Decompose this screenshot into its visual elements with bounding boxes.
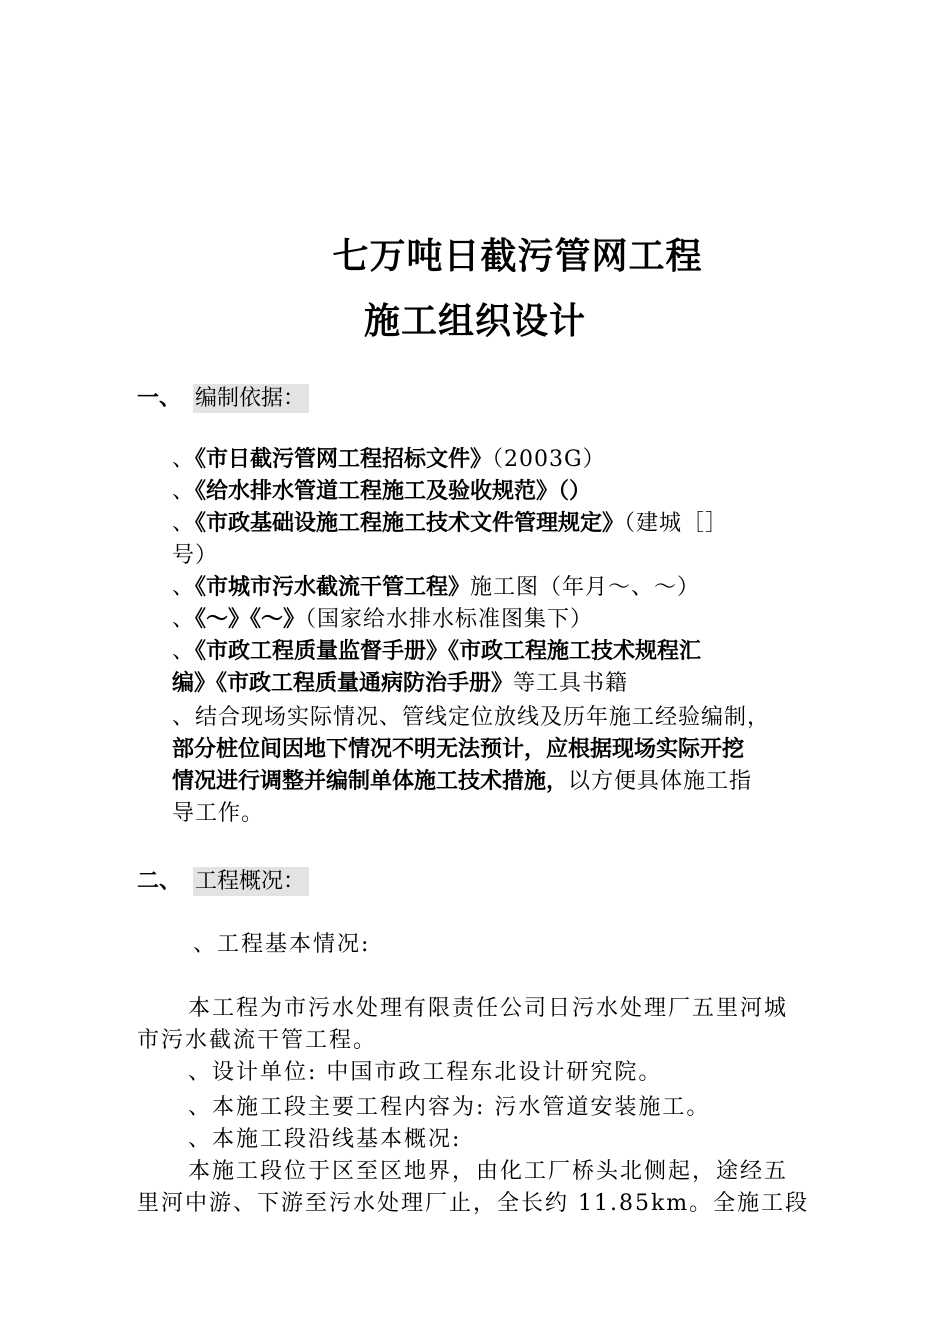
basis-item-4: 、《市城市污水截流干管工程》施工图（年月～、～） (172, 575, 701, 600)
section-label: 编制依据： (193, 384, 309, 413)
document-title: 七万吨日截污管网工程 (332, 236, 703, 277)
overview-paragraph-1-cont: 市污水截流干管工程。 (137, 1028, 378, 1053)
section-label: 工程概况： (193, 867, 309, 896)
overview-paragraph-1: 本工程为市污水处理有限责任公司日污水处理厂五里河城 (188, 996, 789, 1021)
overview-route-paragraph: 本施工段位于区至区地界，由化工厂桥头北侧起，途经五 (188, 1159, 789, 1184)
section-heading-basis (137, 381, 309, 412)
section-heading-overview (137, 864, 309, 895)
basis-item-7-bold-2: 情况进行调整并编制单体施工技术措施，以方便具体施工指 (172, 769, 753, 794)
section-number: 一、 (137, 386, 182, 411)
overview-design-unit: 、设计单位: 中国市政工程东北设计研究院。 (188, 1060, 663, 1085)
basis-item-5: 、《～》《～》（国家给水排水标准图集下） (172, 607, 594, 632)
overview-main-content: 、本施工段主要工程内容为: 污水管道安装施工。 (188, 1095, 711, 1120)
overview-subheading: 、工程基本情况: (193, 932, 371, 957)
overview-route-heading: 、本施工段沿线基本概况: (188, 1127, 462, 1152)
basis-item-6-cont: 编》《市政工程质量通病防治手册》等工具书籍 (172, 671, 629, 696)
basis-item-1: 、《市日截污管网工程招标文件》（2003G） (172, 447, 606, 472)
basis-item-6: 、《市政工程质量监督手册》《市政工程施工技术规程汇 (172, 639, 702, 664)
basis-item-3: 、《市政基础设施工程施工技术文件管理规定》（建城［］ (172, 511, 729, 536)
basis-item-3-cont: 号） (172, 543, 219, 568)
basis-item-7: 、结合现场实际情况、管线定位放线及历年施工经验编制， (172, 705, 771, 730)
section-number: 二、 (137, 869, 182, 894)
basis-item-2: 、《给水排水管道工程施工及验收规范》（） (172, 479, 592, 504)
basis-item-7-end: 导工作。 (172, 801, 265, 826)
document-subtitle: 施工组织设计 (363, 301, 586, 342)
overview-route-paragraph-cont: 里河中游、下游至污水处理厂止，全长约 11.85km。全施工段 (137, 1191, 810, 1216)
basis-item-7-bold-1: 部分桩位间因地下情况不明无法预计，应根据现场实际开挖 (172, 737, 745, 762)
